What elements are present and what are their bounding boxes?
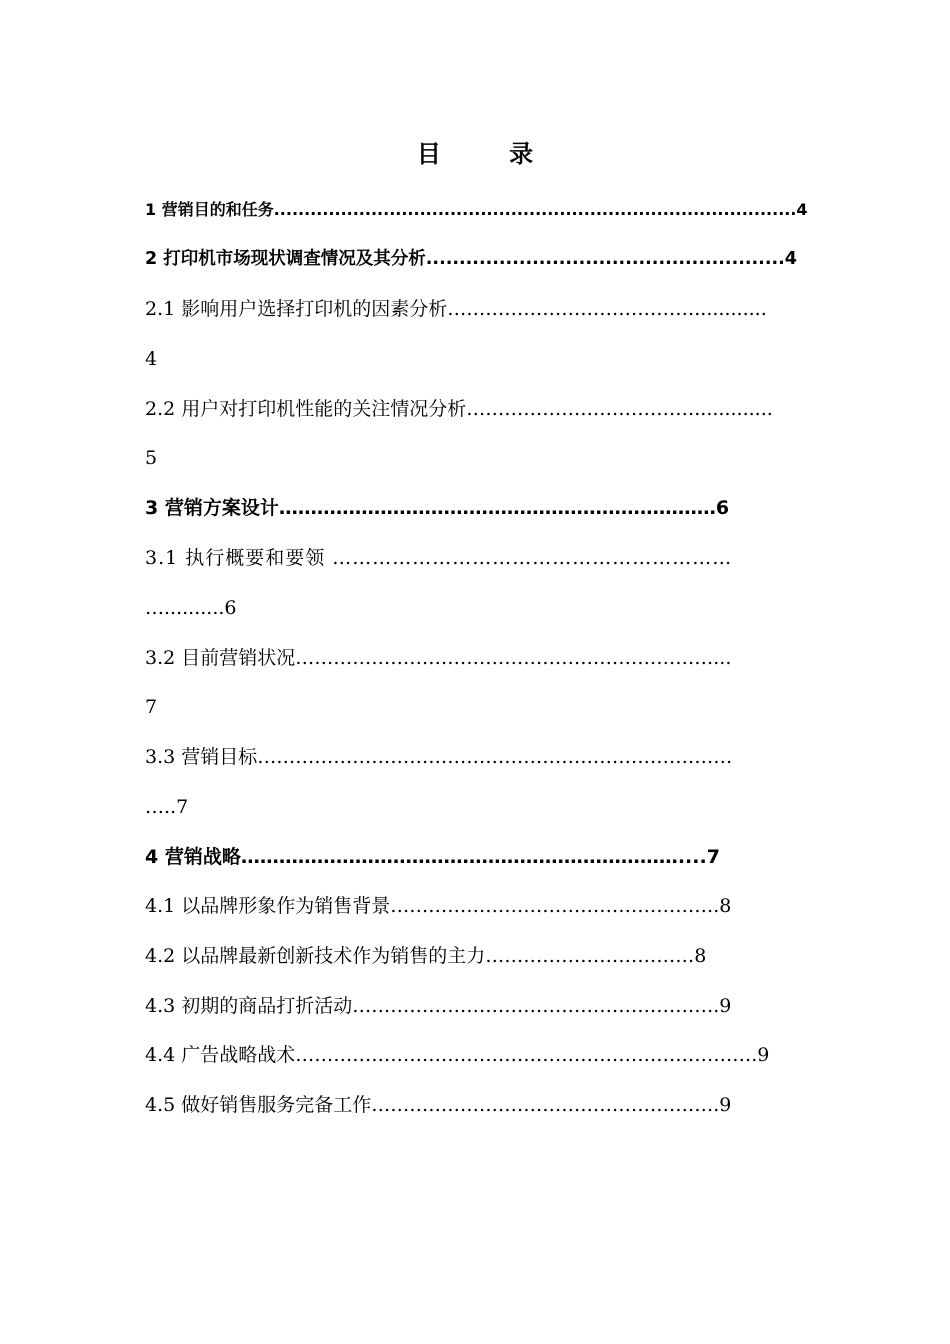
toc-entry-4-4[interactable]: 4.4 广告战略战术……………………………………………………………….9: [145, 1044, 770, 1066]
toc-entry-2[interactable]: 2 打印机市场现状调查情况及其分析......................................................4: [145, 249, 797, 269]
toc-entry-4-3[interactable]: 4.3 初期的商品打折活动………………………………………………….9: [145, 995, 732, 1017]
toc-entry-3-1-page: …..........6: [145, 597, 237, 619]
toc-title: 目 录: [416, 140, 564, 168]
toc-entry-3-2-page: 7: [145, 696, 158, 718]
toc-entry-1[interactable]: 1 营销目的和任务......................................................................................4: [145, 200, 808, 219]
toc-entry-2-2-page: 5: [145, 447, 158, 469]
toc-entry-3[interactable]: 3 营销方案设计……………………………………………………………6: [145, 497, 730, 519]
toc-entry-2-1-page: 4: [145, 348, 158, 370]
toc-entry-4-1[interactable]: 4.1 以品牌形象作为销售背景…………………………………………….8: [145, 895, 732, 917]
toc-entry-2-1[interactable]: 2.1 影响用户选择打印机的因素分析…………………………………............: [145, 298, 767, 320]
toc-entry-3-2[interactable]: 3.2 目前营销状况…………………………………………………………...: [145, 647, 732, 669]
toc-entry-2-2[interactable]: 2.2 用户对打印机性能的关注情况分析……………………………….............: [145, 398, 773, 420]
toc-entry-3-1[interactable]: 3.1 执行概要和要领 ……………………………………………………: [145, 547, 733, 569]
toc-entry-4[interactable]: 4 营销战略……………………………………………………………....7: [145, 846, 720, 868]
toc-entry-4-5[interactable]: 4.5 做好销售服务完备工作……………………………………………….9: [145, 1094, 732, 1116]
toc-entry-3-3[interactable]: 3.3 营销目标…………………………………………………………………: [145, 746, 733, 768]
toc-entry-3-3-page: …..7: [145, 796, 189, 818]
toc-entry-4-2[interactable]: 4.2 以品牌最新创新技术作为销售的主力……………………………8: [145, 945, 707, 967]
